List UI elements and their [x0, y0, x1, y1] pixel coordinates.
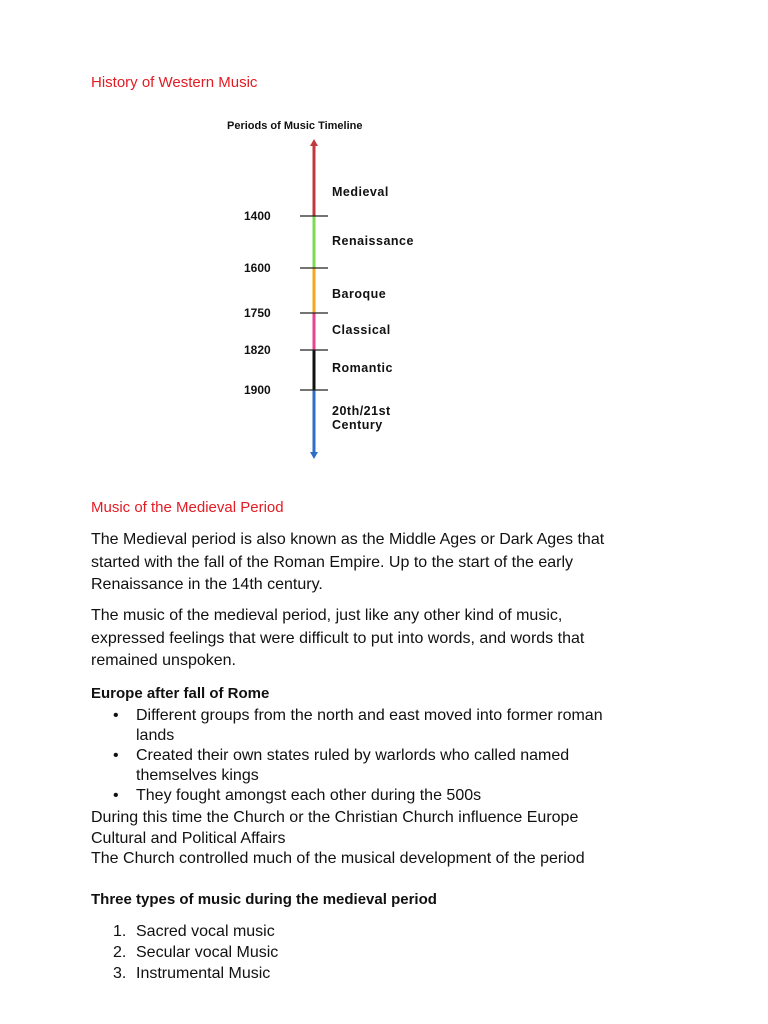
list-item: [91, 706, 681, 746]
period-label-classical: Classical: [332, 323, 391, 337]
list-item: [91, 746, 681, 786]
paragraph-line: Cultural and Political Affairs: [91, 829, 286, 847]
period-label-renaissance: Renaissance: [332, 234, 414, 248]
europe-bullet-list: [91, 706, 681, 806]
period-label-baroque: Baroque: [332, 287, 387, 301]
year-label-1750: 1750: [244, 306, 271, 320]
list-item: [91, 921, 278, 942]
paragraph-line: expressed feelings that were difficult to put into words, and words that: [91, 629, 585, 647]
list-text: Secular vocal Music: [136, 944, 279, 961]
bullet-text: Created their own states ruled by warlords who called named: [136, 747, 570, 764]
arrow-up-icon: [310, 139, 318, 146]
year-label-1400: 1400: [244, 209, 271, 223]
list-item: [91, 942, 278, 963]
list-text: Instrumental Music: [136, 965, 271, 982]
list-text: Sacred vocal music: [136, 923, 275, 940]
bullet-text: Different groups from the north and east moved into former roman: [136, 707, 603, 724]
list-item: [91, 963, 278, 984]
list-number: 2.: [113, 944, 127, 961]
period-label-medieval: Medieval: [332, 185, 389, 199]
europe-heading: Europe after fall of Rome: [91, 685, 270, 702]
paragraph-line: The Church controlled much of the musical development of the period: [91, 850, 585, 867]
year-label-1900: 1900: [244, 383, 271, 397]
paragraph-line: started with the fall of the Roman Empire. Up to the start of the early: [91, 553, 574, 571]
document-title: History of Western Music: [91, 74, 258, 91]
arrow-down-icon: [310, 452, 318, 459]
paragraph-line: remained unspoken.: [91, 652, 236, 669]
list-number: 3.: [113, 965, 127, 982]
year-label-1820: 1820: [244, 343, 271, 357]
list-item: [91, 786, 681, 806]
bullet-text: They fought amongst each other during the 500s: [136, 787, 482, 804]
bullet-icon: •: [113, 787, 119, 804]
paragraph-line: The Medieval period is also known as the Middle Ages or Dark Ages that: [91, 531, 605, 548]
paragraph-line: The music of the medieval period, just like any other kind of music,: [91, 607, 563, 624]
paragraph-line: Renaissance in the 14th century.: [91, 576, 323, 593]
period-label-century: Century: [332, 418, 383, 432]
timeline-title: Periods of Music Timeline: [227, 120, 363, 132]
year-label-1600: 1600: [244, 261, 271, 275]
paragraph-medieval-intro: [91, 529, 681, 597]
section-heading: Music of the Medieval Period: [91, 499, 284, 516]
church-paragraph: [91, 808, 691, 870]
bullet-icon: •: [113, 707, 119, 724]
list-number: 1.: [113, 923, 127, 940]
period-label-20th-21st: 20th/21st: [332, 404, 391, 418]
timeline-figure: [224, 115, 484, 465]
period-label-romantic: Romantic: [332, 361, 393, 375]
bullet-text: themselves kings: [136, 767, 259, 784]
bullet-text: lands: [136, 727, 175, 744]
timeline-svg: [224, 115, 484, 465]
types-numbered-list: [91, 921, 278, 984]
types-heading: Three types of music during the medieval period: [91, 891, 437, 908]
bullet-icon: •: [113, 747, 119, 764]
paragraph-medieval-music: [91, 605, 681, 673]
paragraph-line: During this time the Church or the Christian Church influence Europe: [91, 809, 579, 826]
